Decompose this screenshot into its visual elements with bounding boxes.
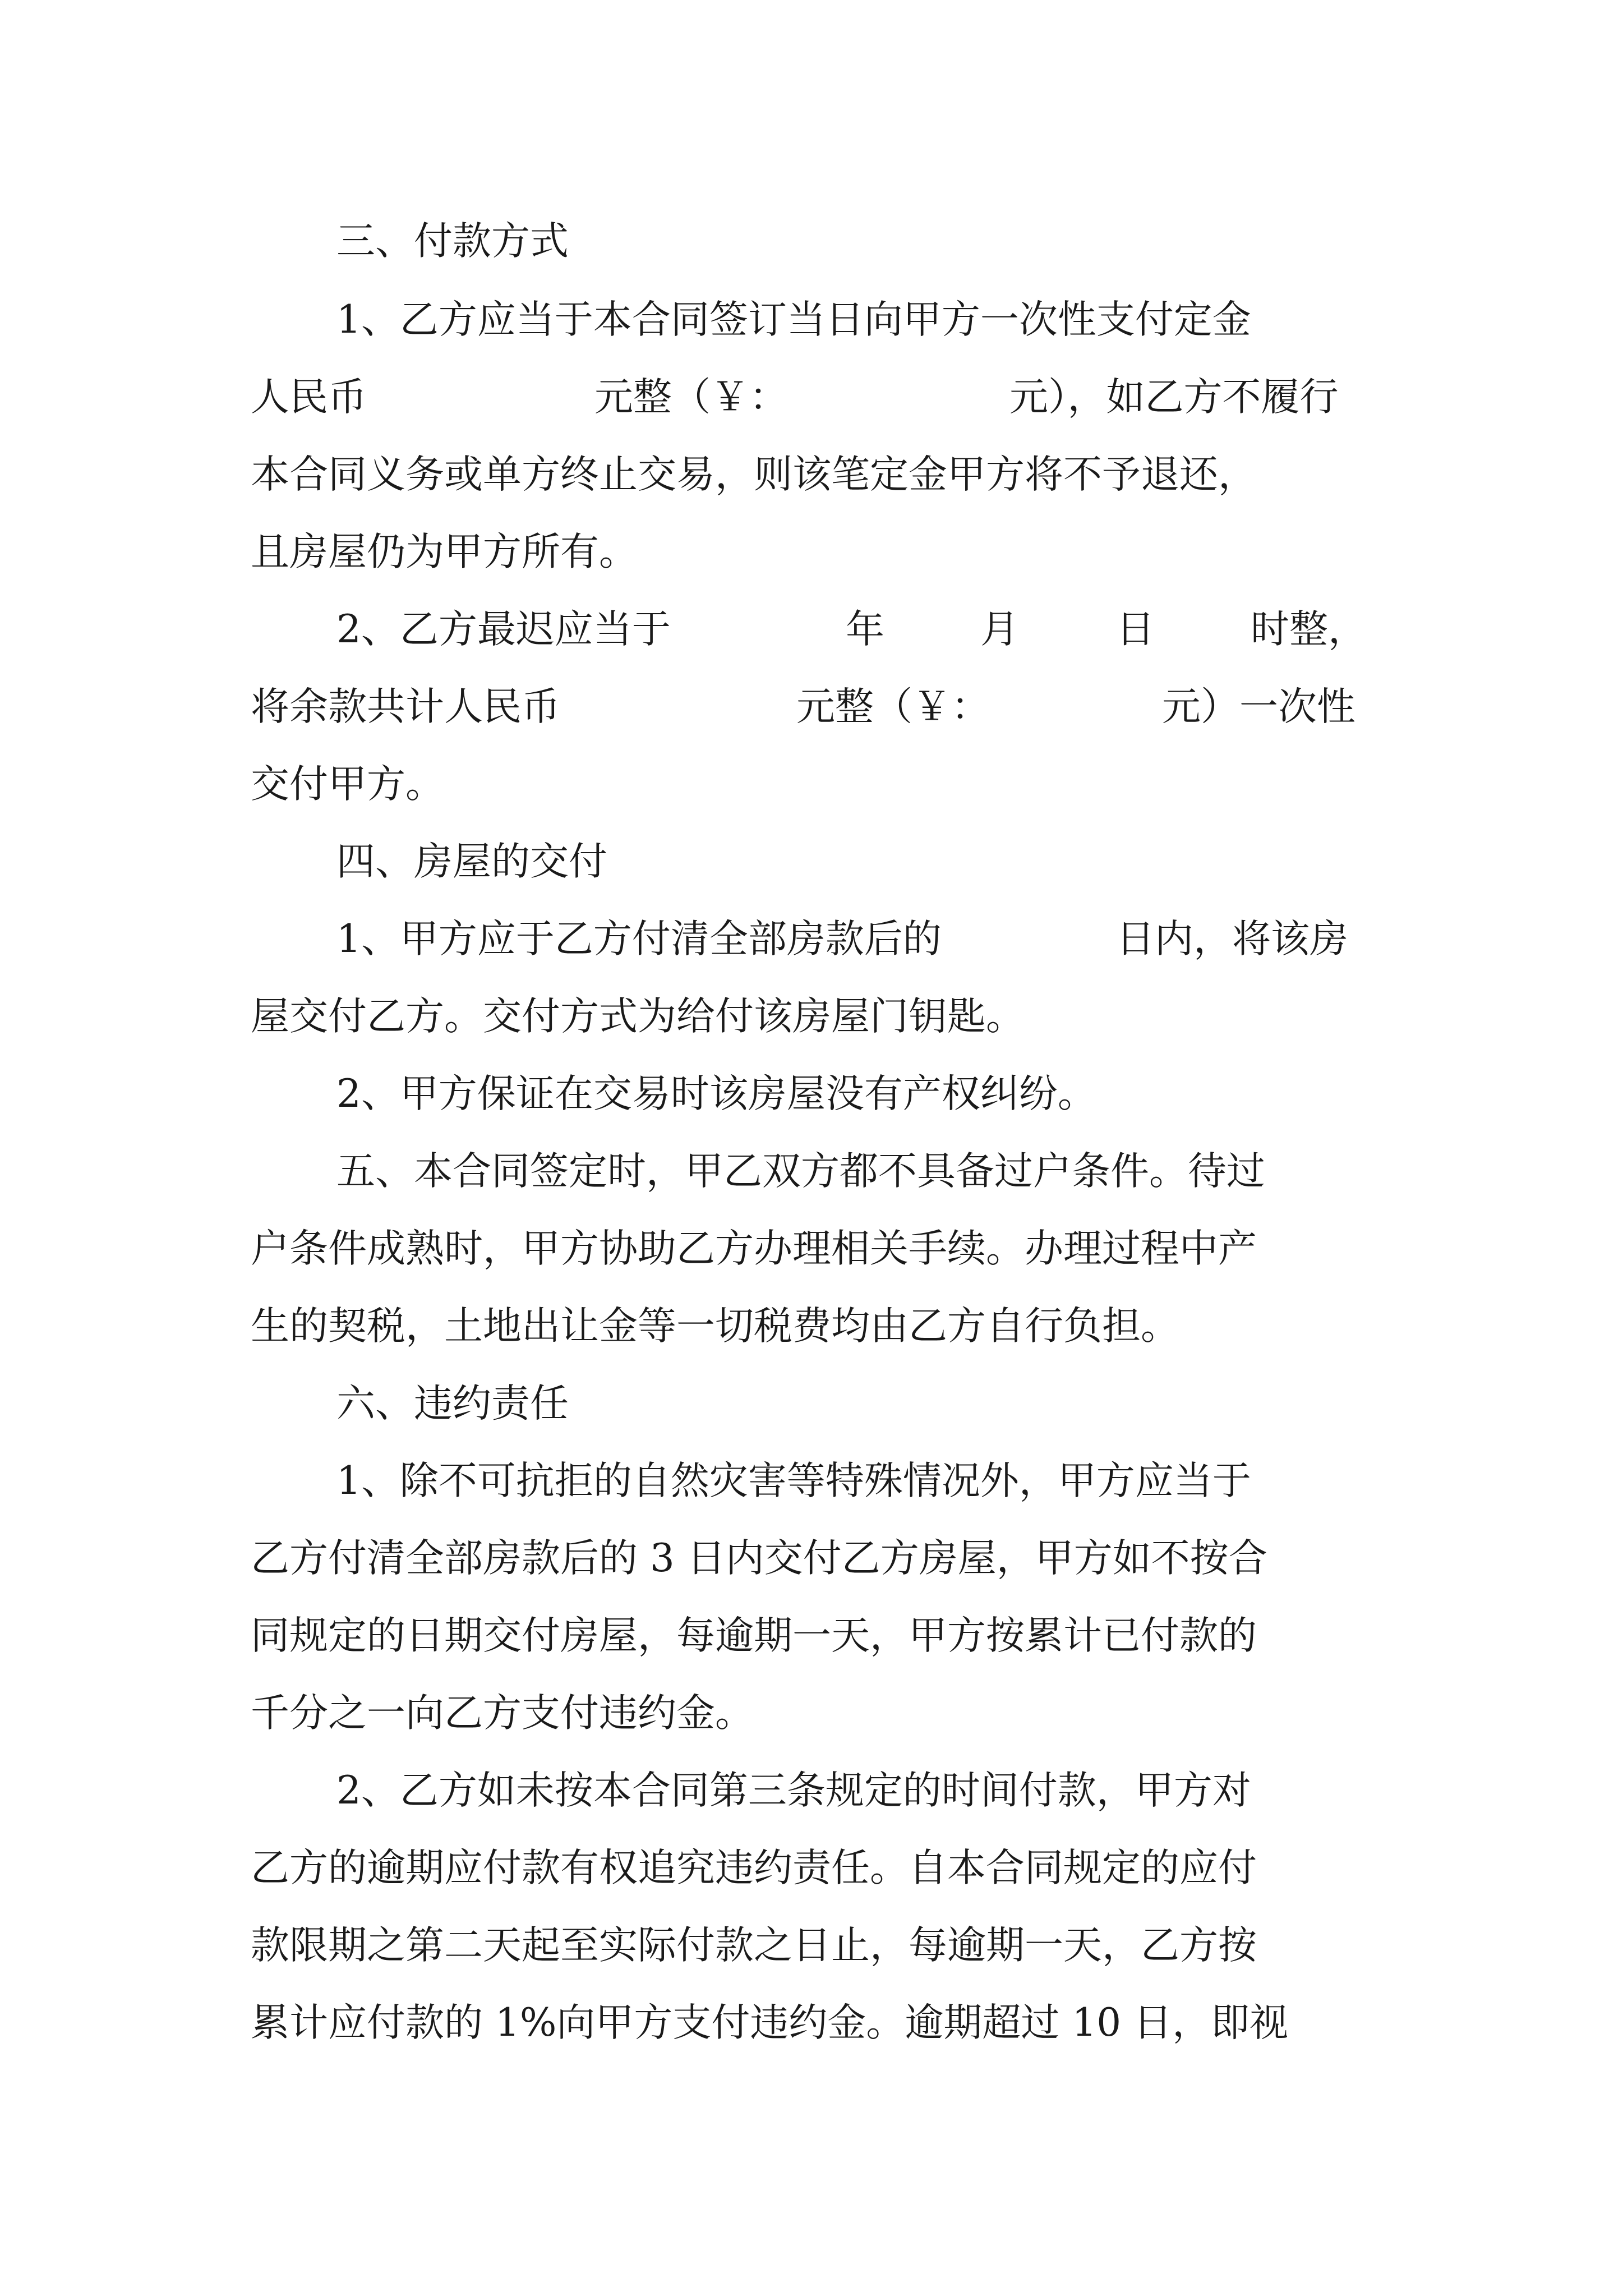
text-segment: 交付甲方。: [251, 762, 444, 807]
paragraph-line: [0, 1060, 1623, 1128]
text-segment: 2、乙方最迟应当于: [336, 607, 671, 652]
paragraph-line: [0, 286, 1623, 353]
section-heading-liability: [0, 1370, 1623, 1437]
text-segment: 屋交付乙方。交付方式为给付该房屋门钥匙。: [251, 994, 1025, 1039]
text-segment: 累计应付款的 1%向甲方支付违约金。逾期超过 10 日，即视: [251, 2000, 1289, 2045]
text-segment: 元整（￥：: [594, 375, 788, 420]
paragraph-line: [0, 1447, 1623, 1515]
text-segment: 日: [1116, 607, 1155, 652]
text-segment: 乙方付清全部房款后的 3 日内交付乙方房屋，甲方如不按合: [251, 1536, 1267, 1581]
text-segment: 款限期之第二天起至实际付款之日止，每逾期一天，乙方按: [251, 1923, 1257, 1968]
paragraph-line: [0, 1525, 1623, 1592]
paragraph-line: [0, 364, 1623, 431]
text-segment: 同规定的日期交付房屋，每逾期一天，甲方按累计已付款的: [251, 1613, 1257, 1658]
text-segment: 1、甲方应于乙方付清全部房款后的: [336, 917, 942, 961]
paragraph-line: [0, 1215, 1623, 1282]
paragraph-line: [0, 1292, 1623, 1360]
paragraph-line: [0, 751, 1623, 818]
paragraph-line: [0, 983, 1623, 1050]
paragraph-line: [0, 596, 1623, 663]
text-segment: 且房屋仍为甲方所有。: [251, 530, 638, 574]
text-segment: 本合同义务或单方终止交易，则该笔定金甲方将不予退还，: [251, 452, 1257, 497]
text-segment: 五、本合同签定时，甲乙双方都不具备过户条件。待过: [336, 1149, 1265, 1194]
paragraph-line: [0, 905, 1623, 973]
text-segment: 1、除不可抗拒的自然灾害等特殊情况外，甲方应当于: [336, 1458, 1251, 1503]
text-segment: 时整，: [1251, 607, 1367, 652]
text-segment: 将余款共计人民币: [251, 684, 560, 729]
paragraph-line: [0, 1602, 1623, 1669]
text-segment: 2、乙方如未按本合同第三条规定的时间付款，甲方对: [336, 1768, 1251, 1813]
text-segment: 日内，将该房: [1116, 917, 1348, 961]
text-segment: 2、甲方保证在交易时该房屋没有产权纠纷。: [336, 1071, 1096, 1116]
section-heading-transfer: [0, 1138, 1623, 1205]
text-segment: 元）一次性: [1162, 684, 1355, 729]
paragraph-line: [0, 1834, 1623, 1902]
text-segment: 四、房屋的交付: [336, 839, 607, 884]
text-segment: 乙方的逾期应付款有权追究违约责任。自本合同规定的应付: [251, 1846, 1257, 1890]
text-segment: 年: [846, 607, 884, 652]
paragraph-line: [0, 1989, 1623, 2056]
text-segment: 元），如乙方不履行: [1009, 375, 1339, 420]
text-segment: 月: [980, 607, 1019, 652]
section-heading-payment: [0, 208, 1623, 275]
paragraph-line: [0, 518, 1623, 586]
text-segment: 户条件成熟时，甲方协助乙方办理相关手续。办理过程中产: [251, 1226, 1257, 1271]
paragraph-line: [0, 441, 1623, 508]
paragraph-line: [0, 1680, 1623, 1747]
text-segment: 生的契税，土地出让金等一切税费均由乙方自行负担。: [251, 1304, 1179, 1349]
paragraph-line: [0, 1912, 1623, 1979]
paragraph-line: [0, 673, 1623, 740]
text-segment: 千分之一向乙方支付违约金。: [251, 1691, 754, 1736]
paragraph-line: [0, 1757, 1623, 1824]
text-segment: 1、乙方应当于本合同签订当日向甲方一次性支付定金: [336, 297, 1251, 342]
text-segment: 元整（￥：: [796, 684, 990, 729]
text-segment: 六、违约责任: [336, 1381, 569, 1426]
section-heading-delivery: [0, 828, 1623, 895]
text-segment: 人民币: [251, 375, 367, 420]
text-segment: 三、付款方式: [336, 219, 569, 264]
